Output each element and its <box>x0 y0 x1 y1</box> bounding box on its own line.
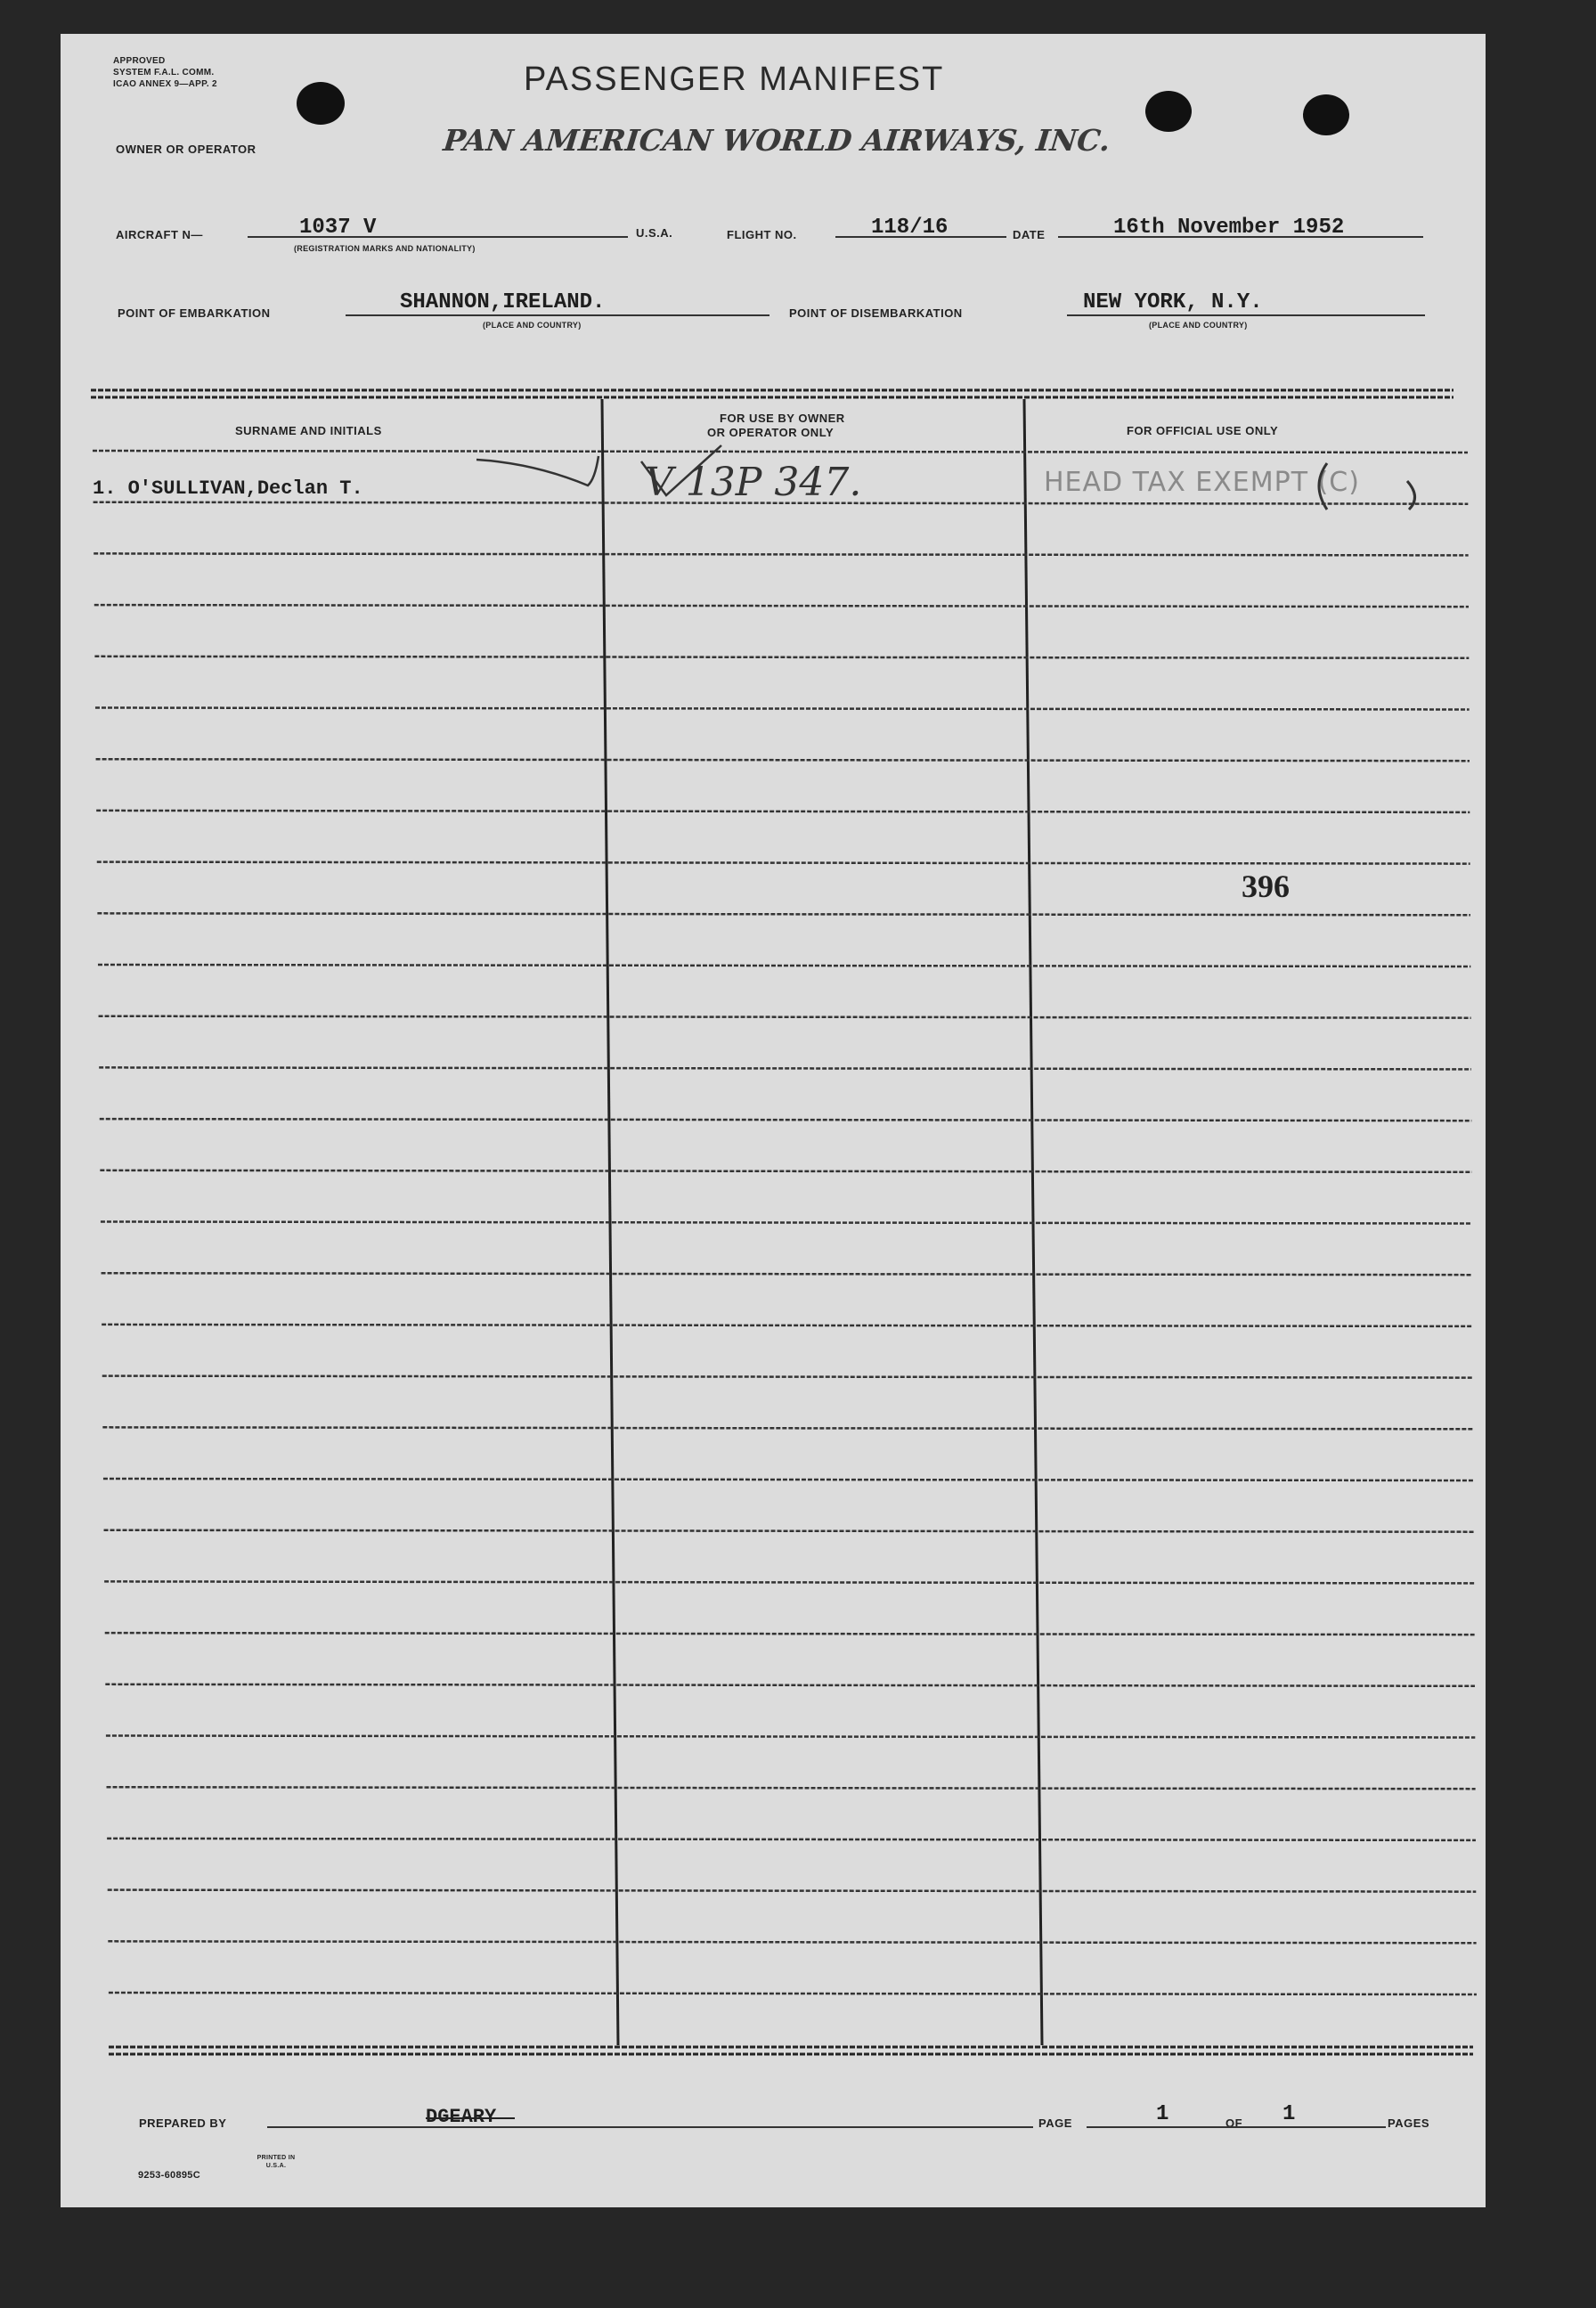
row-rule <box>98 965 1470 966</box>
row-rule <box>107 1839 1476 1840</box>
manifest-title: PASSENGER MANIFEST <box>524 61 945 98</box>
column-header-operator: FOR USE BY OWNER <box>720 412 845 425</box>
owner-operator-label: OWNER OR OPERATOR <box>116 143 256 156</box>
check-mark <box>476 456 598 485</box>
row-rule <box>97 913 1470 915</box>
printed-mark: PRINTED IN U.S.A. <box>256 2155 296 2169</box>
aircraft-caption: (REGISTRATION MARKS AND NATIONALITY) <box>294 244 476 253</box>
row-rule <box>104 1581 1474 1583</box>
embarkation-label: POINT OF EMBARKATION <box>118 306 271 320</box>
prepared-by-value: DGEARY <box>426 2106 497 2128</box>
row-rule <box>99 1016 1471 1018</box>
country-label: U.S.A. <box>636 226 673 240</box>
column-header-surname: SURNAME AND INITIALS <box>235 424 382 437</box>
row-rule <box>107 1787 1476 1789</box>
row-rule <box>93 451 1468 453</box>
page-number: 1 <box>1156 2102 1169 2126</box>
row-rule <box>100 1119 1472 1121</box>
row-rule <box>94 605 1469 607</box>
page-label: PAGE <box>1038 2116 1072 2130</box>
row-rule <box>109 1993 1477 1994</box>
column-header-operator: OR OPERATOR ONLY <box>707 426 835 439</box>
stamp-bracket <box>1319 463 1327 510</box>
row-rule <box>102 1325 1472 1326</box>
embarkation-value: SHANNON,IRELAND. <box>400 290 606 314</box>
row-rule <box>102 1376 1473 1378</box>
prepared-by-label: PREPARED BY <box>139 2116 227 2130</box>
disembarkation-label: POINT OF DISEMBARKATION <box>789 306 963 320</box>
disembarkation-caption: (PLACE AND COUNTRY) <box>1149 321 1248 330</box>
row-rule <box>108 1941 1476 1943</box>
aircraft-label: AIRCRAFT N— <box>116 228 203 241</box>
row-rule <box>105 1633 1475 1635</box>
embarkation-caption: (PLACE AND COUNTRY) <box>483 321 582 330</box>
pages-label: PAGES <box>1388 2116 1430 2130</box>
check-mark <box>641 445 721 495</box>
total-pages: 1 <box>1282 2102 1296 2126</box>
official-stamp-note: HEAD TAX EXEMPT (C) <box>1044 467 1360 498</box>
flight-label: FLIGHT NO. <box>727 228 797 241</box>
row-rule <box>96 811 1470 812</box>
row-rule <box>99 1067 1471 1069</box>
row-rule <box>94 502 1469 504</box>
row-rule <box>104 1530 1474 1532</box>
form-number: 9253-60895C <box>138 2170 200 2181</box>
row-rule <box>97 862 1470 864</box>
row-rule <box>102 1273 1473 1275</box>
row-rule <box>100 1170 1471 1172</box>
row-rule <box>103 1479 1474 1480</box>
approval-line: APPROVED <box>113 56 166 66</box>
aircraft-value: 1037 V <box>299 216 377 240</box>
flight-value: 118/16 <box>871 216 949 240</box>
date-label: DATE <box>1013 228 1046 241</box>
row-rule <box>94 657 1469 658</box>
column-header-official: FOR OFFICIAL USE ONLY <box>1127 424 1279 437</box>
row-rule <box>96 759 1470 761</box>
approval-line: ICAO ANNEX 9—APP. 2 <box>113 79 217 89</box>
date-value: 16th November 1952 <box>1113 216 1345 240</box>
disembarkation-value: NEW YORK, N.Y. <box>1083 290 1263 314</box>
row-rules <box>93 451 1477 1994</box>
airline-name: PAN AMERICAN WORLD AIRWAYS, INC. <box>441 123 1112 158</box>
stamp-bracket <box>1407 481 1415 510</box>
row-rule <box>106 1736 1475 1738</box>
approval-line: SYSTEM F.A.L. COMM. <box>113 68 215 77</box>
row-rule <box>95 708 1470 710</box>
official-number: 396 <box>1242 869 1290 904</box>
row-rule <box>102 1427 1473 1429</box>
passenger-name: 1. O'SULLIVAN,Declan T. <box>93 477 363 500</box>
row-rule <box>105 1684 1475 1686</box>
row-rule <box>94 553 1468 555</box>
row-rule <box>101 1222 1472 1224</box>
row-rule <box>108 1890 1477 1892</box>
operator-handwritten-note: V 13P 347. <box>645 460 862 505</box>
of-label: OF <box>1226 2116 1243 2130</box>
